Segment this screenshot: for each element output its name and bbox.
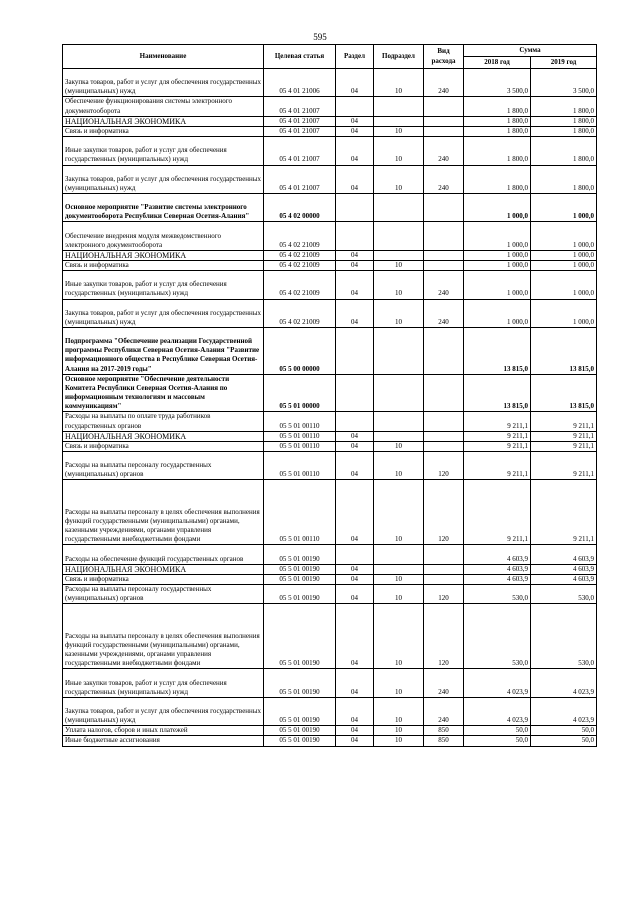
amount-2019-cell: 9 211,1 <box>531 431 597 441</box>
expense-type-cell: 240 <box>424 165 464 193</box>
subsection-cell <box>374 412 424 431</box>
amount-2018-cell: 9 211,1 <box>464 480 531 545</box>
target-article-cell: 05 4 02 21009 <box>264 260 336 270</box>
amount-2019-cell: 1 000,0 <box>531 299 597 327</box>
amount-2019-cell: 530,0 <box>531 585 597 604</box>
subsection-cell <box>374 250 424 260</box>
amount-2018-cell: 13 815,0 <box>464 374 531 412</box>
subsection-cell <box>374 193 424 221</box>
amount-2019-cell: 13 815,0 <box>531 328 597 375</box>
expense-type-cell: 120 <box>424 480 464 545</box>
target-article-cell: 05 5 01 00190 <box>264 726 336 736</box>
row-name-cell: НАЦИОНАЛЬНАЯ ЭКОНОМИКА <box>63 564 264 574</box>
subsection-cell: 10 <box>374 69 424 97</box>
row-name-cell: НАЦИОНАЛЬНАЯ ЭКОНОМИКА <box>63 431 264 441</box>
expense-type-cell <box>424 545 464 564</box>
amount-2018-cell: 3 500,0 <box>464 69 531 97</box>
target-article-cell: 05 4 02 21009 <box>264 222 336 250</box>
amount-2018-cell: 530,0 <box>464 604 531 669</box>
section-cell: 04 <box>336 564 374 574</box>
target-article-cell: 05 4 02 21009 <box>264 271 336 299</box>
section-cell <box>336 328 374 375</box>
table-row <box>63 736 597 746</box>
header-section: Раздел <box>336 45 374 69</box>
section-cell: 04 <box>336 697 374 725</box>
expense-type-cell <box>424 222 464 250</box>
row-name-cell: Закупка товаров, работ и услуг для обеспечения государственных (муниципальных) нужд <box>63 69 264 97</box>
expense-type-cell <box>424 441 464 451</box>
row-name-cell: Иные закупки товаров, работ и услуг для обеспечения государственных (муниципальных) нужд <box>63 137 264 165</box>
budget-table <box>62 44 597 747</box>
row-name-cell: НАЦИОНАЛЬНАЯ ЭКОНОМИКА <box>63 250 264 260</box>
target-article-cell: 05 4 02 21009 <box>264 250 336 260</box>
row-name-cell: Связь и информатика <box>63 126 264 136</box>
table-row <box>63 137 597 165</box>
amount-2018-cell: 530,0 <box>464 585 531 604</box>
row-name-cell: Обеспечение внедрения модуля межведомственного электронного документооборота <box>63 222 264 250</box>
row-name-cell: Расходы на выплаты персоналу государственных (муниципальных) органов <box>63 452 264 480</box>
table-row <box>63 126 597 136</box>
target-article-cell: 05 4 01 21007 <box>264 116 336 126</box>
table-row <box>63 222 597 250</box>
target-article-cell: 05 5 01 00190 <box>264 669 336 697</box>
amount-2019-cell: 1 800,0 <box>531 97 597 116</box>
amount-2018-cell: 1 800,0 <box>464 116 531 126</box>
target-article-cell: 05 5 01 00190 <box>264 574 336 584</box>
table-row <box>63 441 597 451</box>
section-cell: 04 <box>336 452 374 480</box>
amount-2018-cell: 1 000,0 <box>464 271 531 299</box>
subsection-cell: 10 <box>374 126 424 136</box>
row-name-cell: Расходы на выплаты по оплате труда работников государственных органов <box>63 412 264 431</box>
subsection-cell: 10 <box>374 726 424 736</box>
subsection-cell <box>374 222 424 250</box>
header-year-2019: 2019 год <box>531 57 597 69</box>
expense-type-cell: 240 <box>424 69 464 97</box>
target-article-cell: 05 5 01 00190 <box>264 564 336 574</box>
target-article-cell: 05 5 01 00110 <box>264 412 336 431</box>
amount-2019-cell: 1 800,0 <box>531 126 597 136</box>
amount-2018-cell: 4 023,9 <box>464 697 531 725</box>
amount-2018-cell: 1 800,0 <box>464 126 531 136</box>
target-article-cell: 05 4 02 00000 <box>264 193 336 221</box>
expense-type-cell: 120 <box>424 585 464 604</box>
amount-2019-cell: 1 000,0 <box>531 271 597 299</box>
table-row <box>63 116 597 126</box>
amount-2019-cell: 1 800,0 <box>531 116 597 126</box>
amount-2018-cell: 4 603,9 <box>464 545 531 564</box>
amount-2019-cell: 4 603,9 <box>531 545 597 564</box>
table-row <box>63 328 597 375</box>
expense-type-cell: 240 <box>424 137 464 165</box>
table-row <box>63 412 597 431</box>
target-article-cell: 05 5 01 00110 <box>264 441 336 451</box>
section-cell: 04 <box>336 137 374 165</box>
header-expense-type: Вид расхода <box>424 45 464 69</box>
row-name-cell: Основное мероприятие "Развитие системы электронного документооборота Республики Северная Осетия-Алания" <box>63 193 264 221</box>
section-cell: 04 <box>336 669 374 697</box>
subsection-cell: 10 <box>374 137 424 165</box>
target-article-cell: 05 5 01 00110 <box>264 452 336 480</box>
amount-2019-cell: 9 211,1 <box>531 441 597 451</box>
amount-2018-cell: 1 000,0 <box>464 299 531 327</box>
subsection-cell: 10 <box>374 585 424 604</box>
amount-2018-cell: 50,0 <box>464 726 531 736</box>
row-name-cell: Расходы на выплаты персоналу государственных (муниципальных) органов <box>63 585 264 604</box>
target-article-cell: 05 5 01 00190 <box>264 585 336 604</box>
expense-type-cell: 850 <box>424 726 464 736</box>
amount-2019-cell: 9 211,1 <box>531 480 597 545</box>
table-row <box>63 271 597 299</box>
target-article-cell: 05 4 01 21006 <box>264 69 336 97</box>
header-sum: Сумма <box>464 45 597 57</box>
expense-type-cell <box>424 250 464 260</box>
row-name-cell: Расходы на обеспечение функций государственных органов <box>63 545 264 564</box>
amount-2019-cell: 1 800,0 <box>531 165 597 193</box>
expense-type-cell <box>424 116 464 126</box>
subsection-cell: 10 <box>374 480 424 545</box>
expense-type-cell <box>424 564 464 574</box>
subsection-cell <box>374 116 424 126</box>
subsection-cell: 10 <box>374 452 424 480</box>
section-cell: 04 <box>336 165 374 193</box>
amount-2019-cell: 1 000,0 <box>531 193 597 221</box>
amount-2019-cell: 50,0 <box>531 736 597 746</box>
row-name-cell: Иные закупки товаров, работ и услуг для обеспечения государственных (муниципальных) нужд <box>63 669 264 697</box>
table-row <box>63 250 597 260</box>
amount-2019-cell: 1 000,0 <box>531 222 597 250</box>
expense-type-cell <box>424 126 464 136</box>
amount-2018-cell: 1 800,0 <box>464 137 531 165</box>
target-article-cell: 05 5 01 00110 <box>264 480 336 545</box>
row-name-cell: Закупка товаров, работ и услуг для обеспечения государственных (муниципальных) нужд <box>63 299 264 327</box>
table-row <box>63 165 597 193</box>
subsection-cell: 10 <box>374 697 424 725</box>
section-cell: 04 <box>336 250 374 260</box>
expense-type-cell <box>424 574 464 584</box>
target-article-cell: 05 4 01 21007 <box>264 165 336 193</box>
amount-2018-cell: 9 211,1 <box>464 452 531 480</box>
amount-2018-cell: 13 815,0 <box>464 328 531 375</box>
subsection-cell: 10 <box>374 604 424 669</box>
amount-2018-cell: 4 023,9 <box>464 669 531 697</box>
section-cell <box>336 412 374 431</box>
table-row <box>63 452 597 480</box>
section-cell: 04 <box>336 585 374 604</box>
table-row <box>63 69 597 97</box>
amount-2018-cell: 1 800,0 <box>464 165 531 193</box>
expense-type-cell <box>424 97 464 116</box>
amount-2018-cell: 4 603,9 <box>464 574 531 584</box>
table-row <box>63 374 597 412</box>
table-row <box>63 697 597 725</box>
target-article-cell: 05 5 01 00190 <box>264 697 336 725</box>
target-article-cell: 05 5 01 00190 <box>264 736 336 746</box>
expense-type-cell: 120 <box>424 452 464 480</box>
target-article-cell: 05 5 01 00110 <box>264 431 336 441</box>
section-cell: 04 <box>336 431 374 441</box>
table-row <box>63 480 597 545</box>
amount-2018-cell: 1 000,0 <box>464 222 531 250</box>
amount-2019-cell: 9 211,1 <box>531 412 597 431</box>
expense-type-cell <box>424 328 464 375</box>
expense-type-cell <box>424 260 464 270</box>
expense-type-cell: 240 <box>424 271 464 299</box>
row-name-cell: Расходы на выплаты персоналу в целях обеспечения выполнения функций государственными (муниципальными) органами, казенными учреждениями, органами управления государственными внебюджетными фондами <box>63 604 264 669</box>
table-row <box>63 564 597 574</box>
row-name-cell: Уплата налогов, сборов и иных платежей <box>63 726 264 736</box>
target-article-cell: 05 5 00 00000 <box>264 328 336 375</box>
table-row <box>63 574 597 584</box>
target-article-cell: 05 4 02 21009 <box>264 299 336 327</box>
amount-2018-cell: 9 211,1 <box>464 431 531 441</box>
target-article-cell: 05 5 01 00190 <box>264 604 336 669</box>
expense-type-cell: 120 <box>424 604 464 669</box>
expense-type-cell <box>424 193 464 221</box>
table-row <box>63 97 597 116</box>
header-target-article: Целевая статья <box>264 45 336 69</box>
section-cell: 04 <box>336 480 374 545</box>
subsection-cell: 10 <box>374 271 424 299</box>
target-article-cell: 05 4 01 21007 <box>264 137 336 165</box>
section-cell <box>336 193 374 221</box>
section-cell: 04 <box>336 726 374 736</box>
section-cell <box>336 545 374 564</box>
section-cell: 04 <box>336 116 374 126</box>
subsection-cell <box>374 545 424 564</box>
amount-2018-cell: 1 000,0 <box>464 260 531 270</box>
target-article-cell: 05 5 01 00190 <box>264 545 336 564</box>
amount-2019-cell: 1 000,0 <box>531 250 597 260</box>
amount-2019-cell: 50,0 <box>531 726 597 736</box>
section-cell: 04 <box>336 126 374 136</box>
section-cell: 04 <box>336 574 374 584</box>
subsection-cell: 10 <box>374 441 424 451</box>
row-name-cell: Иные бюджетные ассигнования <box>63 736 264 746</box>
subsection-cell <box>374 97 424 116</box>
table-row <box>63 299 597 327</box>
amount-2019-cell: 4 023,9 <box>531 697 597 725</box>
section-cell <box>336 97 374 116</box>
expense-type-cell: 850 <box>424 736 464 746</box>
section-cell: 04 <box>336 441 374 451</box>
page-number: 595 <box>313 32 327 42</box>
amount-2019-cell: 4 603,9 <box>531 564 597 574</box>
subsection-cell: 10 <box>374 260 424 270</box>
amount-2018-cell: 1 000,0 <box>464 193 531 221</box>
section-cell: 04 <box>336 260 374 270</box>
section-cell: 04 <box>336 299 374 327</box>
header-year-2018: 2018 год <box>464 57 531 69</box>
subsection-cell: 10 <box>374 165 424 193</box>
expense-type-cell <box>424 412 464 431</box>
subsection-cell <box>374 328 424 375</box>
row-name-cell: Основное мероприятие "Обеспечение деятельности Комитета Республики Северная Осетия-Алания по информационным технологиям и массовым коммуникациям" <box>63 374 264 412</box>
header-name: Наименование <box>63 45 264 69</box>
section-cell: 04 <box>336 604 374 669</box>
section-cell <box>336 222 374 250</box>
amount-2018-cell: 1 800,0 <box>464 97 531 116</box>
row-name-cell: Связь и информатика <box>63 441 264 451</box>
amount-2019-cell: 13 815,0 <box>531 374 597 412</box>
amount-2019-cell: 1 800,0 <box>531 137 597 165</box>
expense-type-cell: 240 <box>424 697 464 725</box>
row-name-cell: Закупка товаров, работ и услуг для обеспечения государственных (муниципальных) нужд <box>63 165 264 193</box>
subsection-cell: 10 <box>374 574 424 584</box>
row-name-cell: Расходы на выплаты персоналу в целях обеспечения выполнения функций государственными (муниципальными) органами, казенными учреждениями, органами управления государственными внебюджетными фондами <box>63 480 264 545</box>
amount-2019-cell: 4 603,9 <box>531 574 597 584</box>
target-article-cell: 05 4 01 21007 <box>264 97 336 116</box>
table-row <box>63 260 597 270</box>
amount-2018-cell: 4 603,9 <box>464 564 531 574</box>
amount-2018-cell: 9 211,1 <box>464 441 531 451</box>
table-row <box>63 431 597 441</box>
budget-table-body <box>63 69 597 747</box>
amount-2018-cell: 1 000,0 <box>464 250 531 260</box>
section-cell <box>336 374 374 412</box>
row-name-cell: Иные закупки товаров, работ и услуг для обеспечения государственных (муниципальных) нужд <box>63 271 264 299</box>
row-name-cell: Связь и информатика <box>63 574 264 584</box>
table-row <box>63 545 597 564</box>
header-subsection: Подраздел <box>374 45 424 69</box>
table-row <box>63 669 597 697</box>
row-name-cell: НАЦИОНАЛЬНАЯ ЭКОНОМИКА <box>63 116 264 126</box>
amount-2018-cell: 50,0 <box>464 736 531 746</box>
row-name-cell: Закупка товаров, работ и услуг для обеспечения государственных (муниципальных) нужд <box>63 697 264 725</box>
amount-2019-cell: 1 000,0 <box>531 260 597 270</box>
section-cell: 04 <box>336 271 374 299</box>
amount-2019-cell: 4 023,9 <box>531 669 597 697</box>
row-name-cell: Обеспечение функционирования системы электронного документооборота <box>63 97 264 116</box>
amount-2019-cell: 530,0 <box>531 604 597 669</box>
table-row <box>63 604 597 669</box>
expense-type-cell: 240 <box>424 299 464 327</box>
subsection-cell: 10 <box>374 736 424 746</box>
row-name-cell: Связь и информатика <box>63 260 264 270</box>
subsection-cell <box>374 431 424 441</box>
table-row <box>63 585 597 604</box>
target-article-cell: 05 4 01 21007 <box>264 126 336 136</box>
amount-2018-cell: 9 211,1 <box>464 412 531 431</box>
table-row <box>63 726 597 736</box>
row-name-cell: Подпрограмма "Обеспечение реализации Государственной программы Республики Северная Осетия-Алания "Развитие информационного общества в Республике Северная Осетия-Алания на 2017-2019 годы" <box>63 328 264 375</box>
subsection-cell: 10 <box>374 669 424 697</box>
target-article-cell: 05 5 01 00000 <box>264 374 336 412</box>
amount-2019-cell: 9 211,1 <box>531 452 597 480</box>
section-cell: 04 <box>336 736 374 746</box>
expense-type-cell: 240 <box>424 669 464 697</box>
subsection-cell <box>374 374 424 412</box>
subsection-cell: 10 <box>374 299 424 327</box>
expense-type-cell <box>424 431 464 441</box>
expense-type-cell <box>424 374 464 412</box>
amount-2019-cell: 3 500,0 <box>531 69 597 97</box>
section-cell: 04 <box>336 69 374 97</box>
subsection-cell <box>374 564 424 574</box>
table-row <box>63 193 597 221</box>
